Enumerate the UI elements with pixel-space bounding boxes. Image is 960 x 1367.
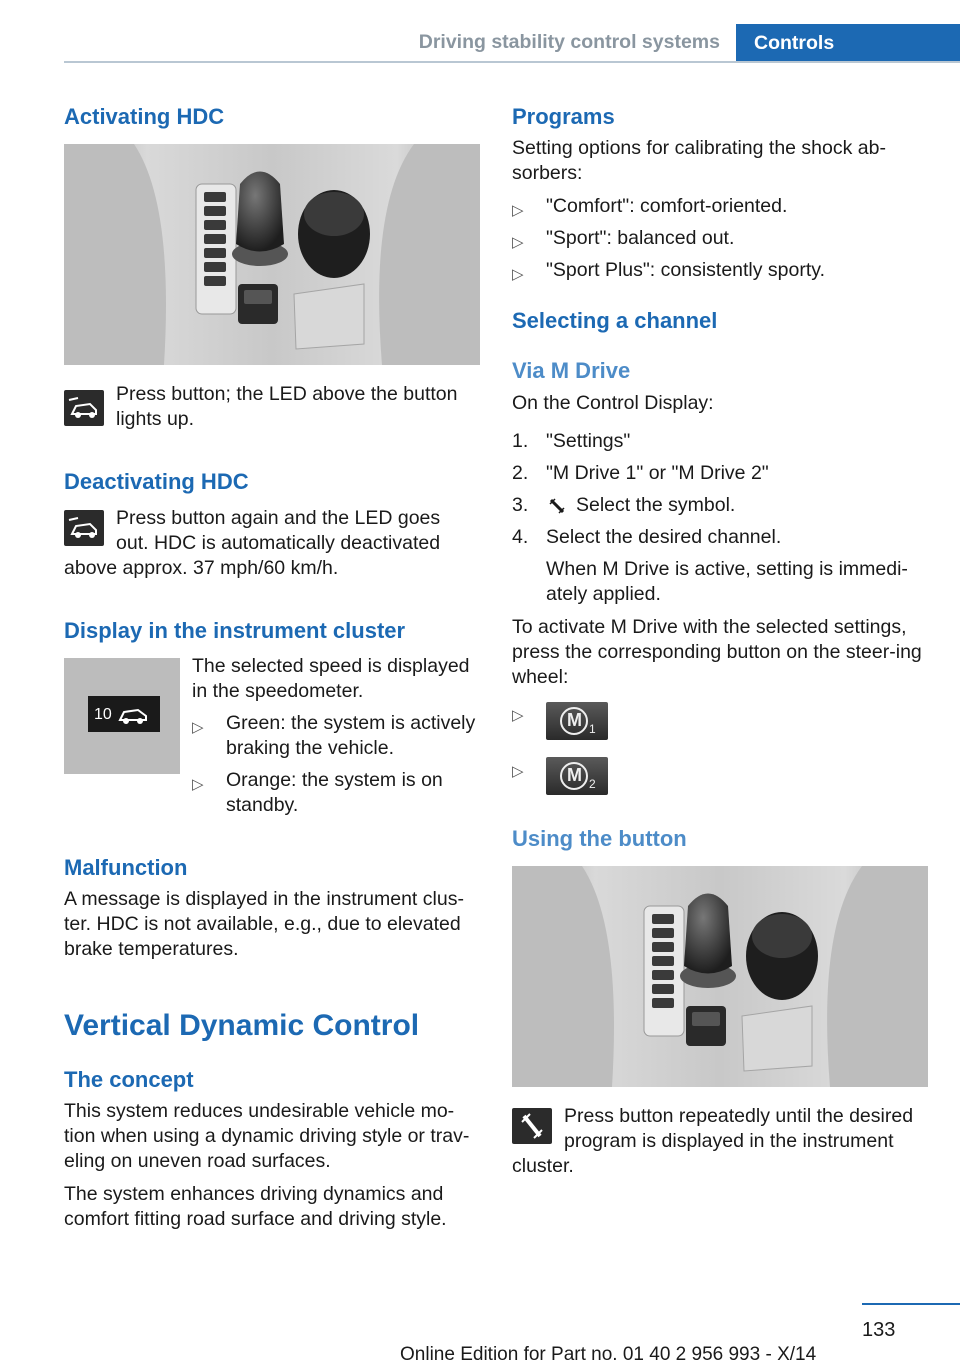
- deactivating-hdc-line-1: Press button again and the LED goes: [116, 507, 441, 529]
- step-number: 1.: [512, 430, 529, 452]
- triangle-bullet-icon: ▷: [512, 707, 524, 724]
- using-button-line-2: program is displayed in the instrument: [564, 1130, 894, 1152]
- step-text: Select the symbol.: [576, 494, 736, 516]
- step-text: Select the desired channel.: [546, 526, 782, 548]
- center-console-photo: [64, 144, 480, 365]
- programs-text: Setting options for calibrating the shock ab-sorbers:: [512, 137, 886, 184]
- step-number: 3.: [512, 494, 529, 516]
- concept-heading: The concept: [64, 1067, 194, 1092]
- program-bullet-3: "Sport Plus": consistently sporty.: [546, 259, 826, 281]
- center-console-photo: [512, 866, 928, 1087]
- deactivating-hdc-line-2: out. HDC is automatically deactivated: [116, 532, 441, 554]
- page-number: 133: [862, 1319, 896, 1341]
- step-number: 2.: [512, 462, 529, 484]
- step-text: "Settings": [546, 430, 631, 452]
- step-text: "M Drive 1" or "M Drive 2": [546, 462, 769, 484]
- hdc-icon: [64, 390, 104, 426]
- shock-absorber-icon: [512, 1108, 552, 1144]
- m2-letter: M: [567, 765, 582, 785]
- malfunction-text: A message is displayed in the instrument clus-ter. HDC is not available, e.g., due to elevated brake temperatures.: [64, 888, 464, 960]
- deactivating-hdc-heading: Deactivating HDC: [64, 469, 249, 494]
- m2-button-icon: [546, 757, 608, 795]
- shock-absorber-icon: [548, 497, 566, 515]
- running-header-tab-label: Controls: [754, 32, 835, 54]
- running-header-section: Driving stability control systems: [418, 31, 720, 53]
- display-instrument-cluster-heading: Display in the instrument cluster: [64, 618, 406, 643]
- display-bullet-2: Orange: the system is on standby.: [226, 769, 443, 816]
- hdc-icon: [64, 510, 104, 546]
- m2-number: 2: [589, 777, 596, 791]
- program-bullet-1: "Comfort": comfort-oriented.: [546, 195, 788, 217]
- vertical-dynamic-control-heading: Vertical Dynamic Control: [64, 1009, 420, 1042]
- step-number: 4.: [512, 526, 529, 548]
- concept-text-2: The system enhances driving dynamics and comfort fitting road surface and driving style.: [64, 1183, 447, 1230]
- triangle-bullet-icon: ▷: [512, 266, 524, 283]
- selecting-channel-heading: Selecting a channel: [512, 308, 718, 333]
- display-bullet-1: Green: the system is actively braking the vehicle.: [226, 712, 476, 759]
- footer-rule: [862, 1303, 960, 1305]
- instrument-cluster-image: [64, 658, 180, 774]
- step-4-note: When M Drive is active, setting is immedi-ately applied.: [546, 558, 908, 605]
- running-header-tab: [736, 24, 960, 63]
- triangle-bullet-icon: ▷: [512, 202, 524, 219]
- using-the-button-heading: Using the button: [512, 826, 687, 851]
- m1-button-icon: [546, 702, 608, 740]
- cluster-speed: 10: [94, 706, 112, 723]
- m1-letter: M: [567, 710, 582, 730]
- via-m-drive-heading: Via M Drive: [512, 358, 631, 383]
- deactivating-hdc-line-3: above approx. 37 mph/60 km/h.: [64, 557, 339, 579]
- header-rule: [64, 61, 960, 63]
- hdc-icon: [118, 702, 154, 726]
- using-button-line-3: cluster.: [512, 1155, 574, 1177]
- triangle-bullet-icon: ▷: [512, 234, 524, 251]
- malfunction-heading: Malfunction: [64, 855, 188, 880]
- triangle-bullet-icon: ▷: [192, 776, 204, 793]
- programs-heading: Programs: [512, 104, 615, 129]
- activating-hdc-text: Press button; the LED above the button lights up.: [116, 383, 458, 430]
- using-button-line-1: Press button repeatedly until the desired: [564, 1105, 914, 1127]
- program-bullet-2: "Sport": balanced out.: [546, 227, 735, 249]
- cluster-indicator: [88, 696, 160, 732]
- concept-text-1: This system reduces undesirable vehicle mo-tion when using a dynamic driving style or trav-eling on uneven road surfaces.: [64, 1100, 470, 1172]
- m-drive-text: On the Control Display:: [512, 392, 714, 414]
- activating-hdc-heading: Activating HDC: [64, 104, 225, 129]
- triangle-bullet-icon: ▷: [192, 719, 204, 736]
- m1-number: 1: [589, 722, 596, 736]
- edition-footer: Online Edition for Part no. 01 40 2 956 993 - X/14: [400, 1344, 817, 1365]
- display-text: The selected speed is displayed in the speedometer.: [192, 655, 470, 702]
- triangle-bullet-icon: ▷: [512, 763, 524, 780]
- activate-m-drive-text: To activate M Drive with the selected settings, press the corresponding button on the steer-ing wheel:: [512, 616, 922, 688]
